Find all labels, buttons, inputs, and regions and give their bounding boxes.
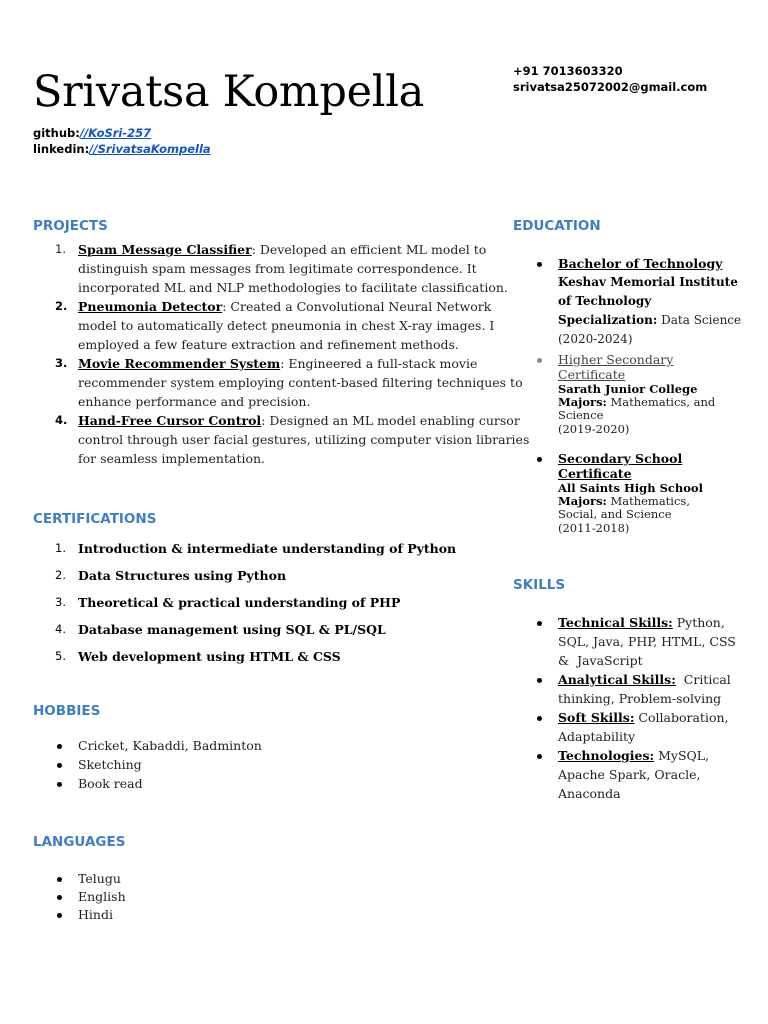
list-item xyxy=(33,539,493,566)
project-item xyxy=(33,240,508,297)
list-item xyxy=(33,774,333,793)
list-item xyxy=(33,593,493,620)
skill-item xyxy=(513,746,758,803)
project-item xyxy=(33,411,530,468)
years: (2019-2020) xyxy=(558,422,630,436)
list-number: 2. xyxy=(55,568,66,582)
detail-value: Data Science xyxy=(657,313,742,327)
skill-value-3: & JavaScript xyxy=(558,653,643,668)
skill-label: Technologies: xyxy=(558,748,655,763)
list-number: 3. xyxy=(55,595,66,609)
project-desc-1: Developed an efficient ML model to xyxy=(255,242,487,257)
bullet-icon xyxy=(537,754,542,759)
project-desc-2: distinguish spam messages from legitimate correspondence. It xyxy=(78,261,477,276)
linkedin-label: linkedin: xyxy=(33,142,90,156)
github-link[interactable]: //KoSri-257 xyxy=(79,126,152,140)
institution-line-2: of Technology xyxy=(558,294,652,308)
project-desc-3: enhance performance and precision. xyxy=(78,394,311,409)
phone-number: +91 7013603320 xyxy=(513,64,623,78)
education-item xyxy=(513,451,753,536)
languages-heading: LANGUAGES xyxy=(33,834,126,850)
certification-text: Data Structures using Python xyxy=(78,568,287,583)
skills-heading: SKILLS xyxy=(513,577,566,593)
bullet-icon xyxy=(57,913,62,918)
linkedin-line xyxy=(33,141,211,157)
hobby-text: Cricket, Kabaddi, Badminton xyxy=(78,738,262,753)
years: (2020-2024) xyxy=(558,332,633,346)
bullet-icon xyxy=(537,716,542,721)
skill-item xyxy=(513,708,758,746)
list-number: 2. xyxy=(55,299,68,313)
education-heading: EDUCATION xyxy=(513,218,601,234)
detail-label: Majors: xyxy=(558,395,607,409)
degree-title-line-2: Certificate xyxy=(558,367,626,382)
project-desc-3: employed a few feature extraction and refinement methods. xyxy=(78,337,459,352)
project-title: Spam Message Classifier xyxy=(78,242,252,257)
candidate-name: Srivatsa Kompella xyxy=(33,67,424,117)
separator: : xyxy=(280,356,285,371)
certification-text: Database management using SQL & PL/SQL xyxy=(78,622,386,637)
bullet-icon xyxy=(537,621,542,626)
list-number: 4. xyxy=(55,622,66,636)
certification-text: Web development using HTML & CSS xyxy=(78,649,341,664)
list-number: 1. xyxy=(55,541,66,555)
institution-line-1: Sarath Junior College xyxy=(558,382,698,396)
list-item xyxy=(33,620,493,647)
bullet-icon xyxy=(537,678,542,683)
skill-label: Soft Skills: xyxy=(558,710,635,725)
bullet-icon xyxy=(57,744,62,749)
separator: : xyxy=(261,413,266,428)
languages-list xyxy=(33,869,333,923)
linkedin-link[interactable]: //SrivatsaKompella xyxy=(89,142,211,156)
github-label: github: xyxy=(33,126,80,140)
degree-title: Bachelor of Technology xyxy=(558,256,723,271)
skills-list xyxy=(513,613,758,803)
degree-title-line-1: Secondary School xyxy=(558,451,683,466)
bullet-icon xyxy=(57,895,62,900)
skill-value-1: Collaboration, xyxy=(634,710,729,725)
skill-value-1: MySQL, xyxy=(654,748,710,763)
detail-value-2: Science xyxy=(558,408,604,422)
project-title: Pneumonia Detector xyxy=(78,299,223,314)
hobby-text: Sketching xyxy=(78,757,142,772)
degree-title-line-1: Higher Secondary xyxy=(558,352,674,367)
list-item xyxy=(33,905,333,923)
bullet-icon xyxy=(57,877,62,882)
list-number: 1. xyxy=(55,242,66,256)
skill-label: Technical Skills: xyxy=(558,615,673,630)
list-item xyxy=(33,869,333,887)
bullet-icon xyxy=(57,782,62,787)
hobbies-heading: HOBBIES xyxy=(33,703,101,719)
certification-text: Introduction & intermediate understanding of Python xyxy=(78,541,457,556)
detail-value: Mathematics, and xyxy=(606,395,716,409)
project-desc-3: for seamless implementation. xyxy=(78,451,266,466)
degree-title-line-2: Certificate xyxy=(558,466,632,481)
skill-item xyxy=(513,613,758,670)
project-item xyxy=(33,297,493,354)
hobby-text: Book read xyxy=(78,776,143,791)
project-desc-1: Designed an ML model enabling cursor xyxy=(265,413,520,428)
email-address: srivatsa25072002@gmail.com xyxy=(513,80,708,94)
project-desc-1: Created a Convolutional Neural Network xyxy=(226,299,492,314)
certifications-heading: CERTIFICATIONS xyxy=(33,511,157,527)
skill-value-2: Adaptability xyxy=(558,729,636,744)
separator: : xyxy=(251,242,256,257)
skill-value-1: Critical xyxy=(675,672,731,687)
education-item xyxy=(513,352,753,437)
detail-value-2: Social, and Science xyxy=(558,507,672,521)
certification-text: Theoretical & practical understanding of PHP xyxy=(78,595,401,610)
skill-label: Analytical Skills: xyxy=(558,672,676,687)
institution-line-1: Keshav Memorial Institute xyxy=(558,275,738,289)
project-desc-1: Engineered a full-stack movie xyxy=(284,356,478,371)
list-number: 3. xyxy=(55,356,68,370)
skill-value-2: thinking, Problem-solving xyxy=(558,691,722,706)
language-text: Telugu xyxy=(78,871,121,886)
project-title: Hand-Free Cursor Control xyxy=(78,413,262,428)
detail-label: Specialization: xyxy=(558,313,658,327)
skill-item xyxy=(513,670,758,708)
hobbies-list xyxy=(33,736,333,793)
skill-value-3: Anaconda xyxy=(558,786,621,801)
language-text: English xyxy=(78,889,126,904)
project-desc-2: model to automatically detect pneumonia in chest X-ray images. I xyxy=(78,318,495,333)
list-item xyxy=(33,566,493,593)
certifications-list xyxy=(33,539,493,674)
bullet-icon xyxy=(537,358,542,363)
project-desc-2: recommender system employing content-based filtering techniques to xyxy=(78,375,523,390)
bullet-icon xyxy=(537,262,542,267)
project-title: Movie Recommender System xyxy=(78,356,281,371)
list-item xyxy=(33,755,333,774)
project-desc-2: control through user facial gestures, utilizing computer vision libraries xyxy=(78,432,530,447)
project-item xyxy=(33,354,523,411)
list-number: 5. xyxy=(55,649,66,663)
projects-list xyxy=(33,240,530,468)
list-number: 4. xyxy=(55,413,68,427)
list-item xyxy=(33,736,333,755)
github-line xyxy=(33,125,151,141)
bullet-icon xyxy=(537,457,542,462)
list-item xyxy=(33,887,333,905)
detail-label: Majors: xyxy=(558,494,607,508)
education-item xyxy=(513,254,753,349)
project-desc-3: incorporated ML and NLP methodologies to facilitate classification. xyxy=(78,280,508,295)
bullet-icon xyxy=(57,763,62,768)
separator: : xyxy=(222,299,227,314)
skill-value-2: SQL, Java, PHP, HTML, CSS xyxy=(558,634,736,649)
projects-heading: PROJECTS xyxy=(33,218,108,234)
language-text: Hindi xyxy=(78,907,113,922)
skill-value-1: Python, xyxy=(672,615,725,630)
skill-value-2: Apache Spark, Oracle, xyxy=(558,767,701,782)
years: (2011-2018) xyxy=(558,521,630,535)
institution-line-1: All Saints High School xyxy=(558,481,703,495)
list-item xyxy=(33,647,493,674)
detail-value: Mathematics, xyxy=(606,494,690,508)
